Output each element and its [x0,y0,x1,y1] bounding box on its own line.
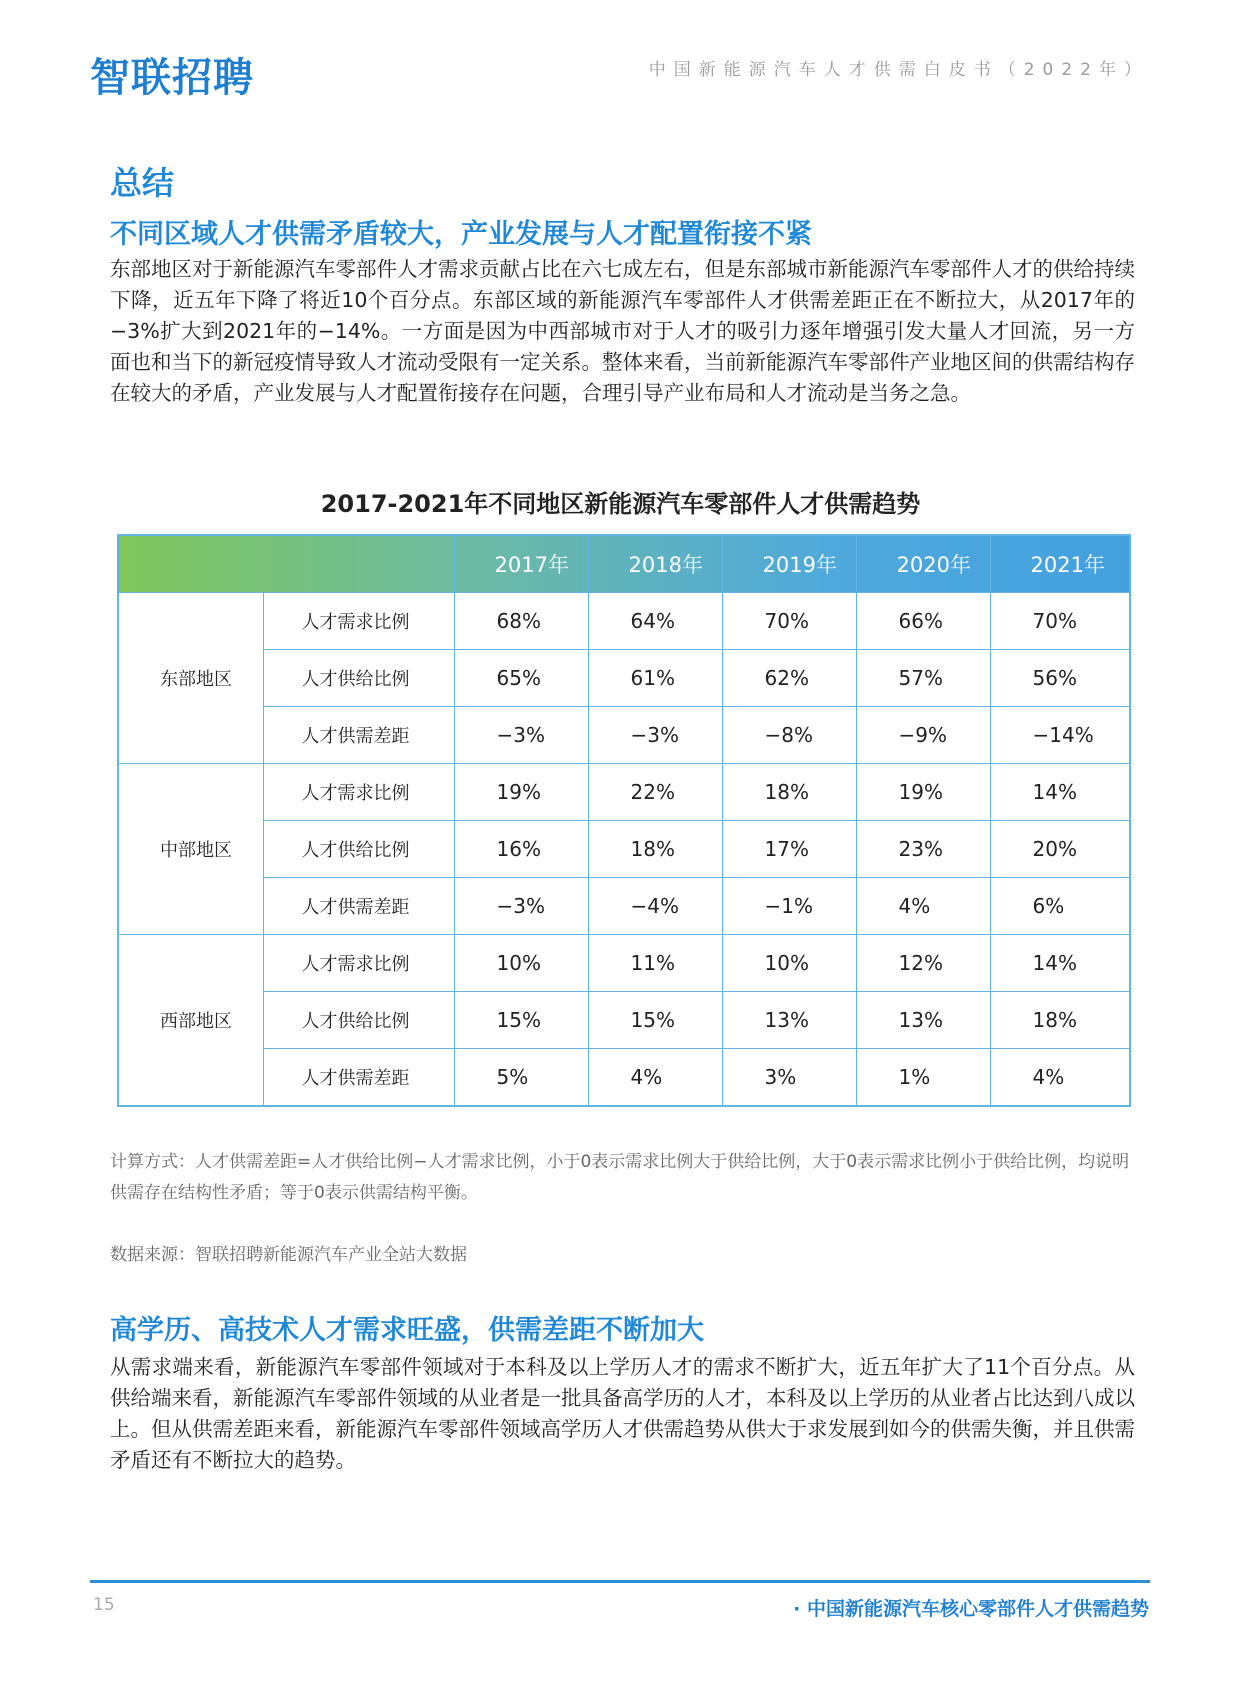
metric-cell: 人才供给比例 [263,821,454,878]
metric-cell: 人才供给比例 [263,650,454,707]
value-cell: 18% [722,764,856,821]
table-header-row [118,535,1130,593]
chapter-title: · 中国新能源汽车核心零部件人才供需趋势 [793,1598,1149,1620]
region-cell-east: 东部地区 [118,593,263,764]
table-row [118,1049,1130,1107]
value-cell: 12% [856,935,990,992]
value-cell: 19% [454,764,588,821]
table-row [118,821,1130,878]
value-cell: −4% [588,878,722,935]
value-cell: 14% [990,935,1130,992]
header-year: 2017年 [454,535,588,593]
header-year: 2020年 [856,535,990,593]
metric-cell: 人才供需差距 [263,1049,454,1107]
metric-cell: 人才需求比例 [263,935,454,992]
value-cell: 3% [722,1049,856,1107]
data-source-note: 数据来源：智联招聘新能源汽车产业全站大数据 [110,1245,467,1265]
header-blank-region [118,535,263,593]
value-cell: 66% [856,593,990,650]
value-cell: 18% [990,992,1130,1049]
value-cell: 15% [588,992,722,1049]
value-cell: 5% [454,1049,588,1107]
table-row [118,593,1130,650]
table-row [118,707,1130,764]
value-cell: 15% [454,992,588,1049]
value-cell: −9% [856,707,990,764]
value-cell: 13% [722,992,856,1049]
header-blank-metric [263,535,454,593]
value-cell: 14% [990,764,1130,821]
value-cell: 64% [588,593,722,650]
header-year: 2018年 [588,535,722,593]
section-title: 总结 [110,164,175,202]
value-cell: 6% [990,878,1130,935]
table-row [118,992,1130,1049]
value-cell: −3% [454,707,588,764]
value-cell: −3% [588,707,722,764]
value-cell: 10% [454,935,588,992]
value-cell: 65% [454,650,588,707]
block1-paragraph: 东部地区对于新能源汽车零部件人才需求贡献占比在六七成左右，但是东部城市新能源汽车零部件人才的供给持续下降，近五年下降了将近10个百分点。东部区域的新能源汽车零部件人才供需差距正在不断拉大，从2017年的−3%扩大到2021年的−14%。一方面是因为中西部城市对于人才的吸引力逐年增强引发大量人才回流，另一方面也和当下的新冠疫情导致人才流动受限有一定关系。整体来看，当前新能源汽车零部件产业地区间的供需结构存在较大的矛盾，产业发展与人才配置衔接存在问题，合理引导产业布局和人才流动是当务之急。 [110,257,1135,405]
block2-heading: 高学历、高技术人才需求旺盛，供需差距不断加大 [110,1315,704,1346]
page-header [0,0,1241,110]
value-cell: −14% [990,707,1130,764]
header-year: 2021年 [990,535,1130,593]
value-cell: 19% [856,764,990,821]
brand-logo: 智联招聘 [90,55,254,101]
metric-cell: 人才需求比例 [263,593,454,650]
value-cell: 13% [856,992,990,1049]
table-row [118,764,1130,821]
value-cell: 61% [588,650,722,707]
table-title: 2017-2021年不同地区新能源汽车零部件人才供需趋势 [320,490,921,518]
table-row [118,878,1130,935]
value-cell: −3% [454,878,588,935]
value-cell: 23% [856,821,990,878]
metric-cell: 人才供给比例 [263,992,454,1049]
page-number: 15 [93,1595,115,1615]
value-cell: 18% [588,821,722,878]
value-cell: 4% [856,878,990,935]
value-cell: 16% [454,821,588,878]
value-cell: 56% [990,650,1130,707]
report-title: 中国新能源汽车人才供需白皮书（2022年） [648,60,1149,80]
value-cell: 70% [722,593,856,650]
value-cell: 70% [990,593,1130,650]
table-row [118,650,1130,707]
block2-paragraph: 从需求端来看，新能源汽车零部件领域对于本科及以上学历人才的需求不断扩大，近五年扩大了11个百分点。从供给端来看，新能源汽车零部件领域的从业者是一批具备高学历的人才，本科及以上学历的从业者占比达到八成以上。但从供需差距来看，新能源汽车零部件领域高学历人才供需趋势从供大于求发展到如今的供需失衡，并且供需矛盾还有不断拉大的趋势。 [110,1355,1135,1472]
metric-cell: 人才供需差距 [263,707,454,764]
value-cell: 22% [588,764,722,821]
calculation-note: 计算方式：人才供需差距=人才供给比例−人才需求比例，小于0表示需求比例大于供给比例，大于0表示需求比例小于供给比例，均说明供需存在结构性矛盾；等于0表示供需结构平衡。 [110,1152,1130,1203]
region-cell-central: 中部地区 [118,764,263,935]
block1-heading: 不同区域人才供需矛盾较大，产业发展与人才配置衔接不紧 [110,219,812,250]
metric-cell: 人才需求比例 [263,764,454,821]
value-cell: 20% [990,821,1130,878]
value-cell: 62% [722,650,856,707]
value-cell: 4% [990,1049,1130,1107]
supply-demand-table [117,534,1131,1107]
value-cell: −1% [722,878,856,935]
value-cell: 10% [722,935,856,992]
table-row [118,935,1130,992]
value-cell: 1% [856,1049,990,1107]
value-cell: 4% [588,1049,722,1107]
value-cell: 11% [588,935,722,992]
metric-cell: 人才供需差距 [263,878,454,935]
region-cell-west: 西部地区 [118,935,263,1107]
header-year: 2019年 [722,535,856,593]
value-cell: 68% [454,593,588,650]
footer-divider [90,1580,1150,1583]
value-cell: 57% [856,650,990,707]
value-cell: 17% [722,821,856,878]
value-cell: −8% [722,707,856,764]
